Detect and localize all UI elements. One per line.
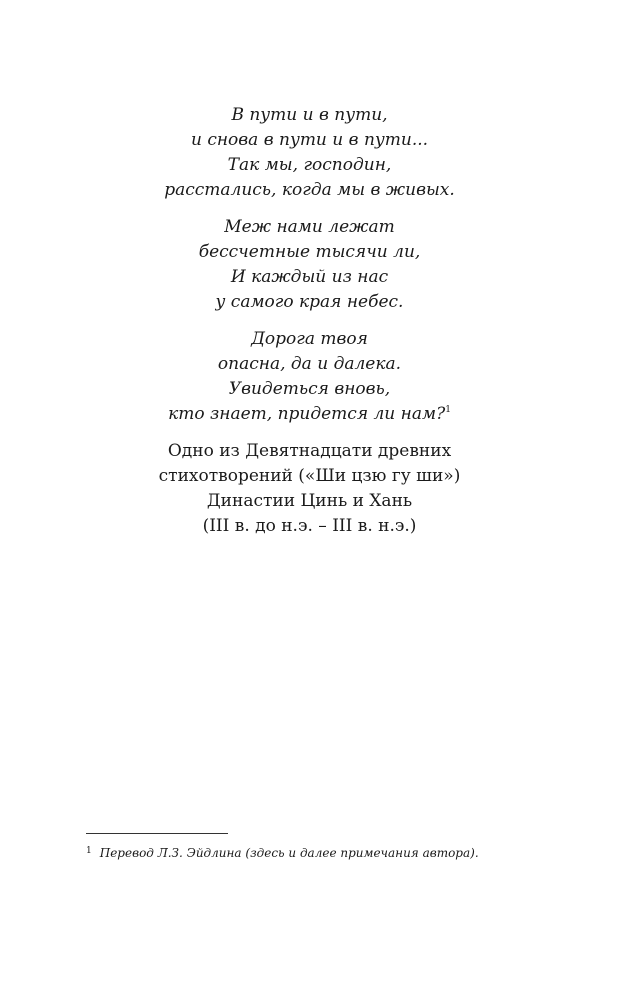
- poem-line: опасна, да и далека.: [217, 354, 402, 374]
- stanza-1: [0, 103, 619, 203]
- poem-line-last: [0, 402, 619, 427]
- poem-line: и снова в пути и в пути...: [190, 130, 429, 150]
- footnote-marker[interactable]: 1: [445, 405, 451, 415]
- attribution: [0, 439, 619, 539]
- poem-line: Дорога твоя: [251, 329, 368, 349]
- poem-line: расстались, когда мы в живых.: [164, 180, 455, 200]
- poem-line: Так мы, господин,: [227, 155, 392, 175]
- poem-line-text: кто знает, придется ли нам?: [168, 404, 446, 424]
- attribution-line: Династии Цинь и Хань: [206, 491, 413, 511]
- footnote-divider: [86, 833, 228, 834]
- footnote-number: 1: [86, 846, 92, 856]
- attribution-line: (III в. до н.э. – III в. н.э.): [202, 516, 417, 536]
- footnote-text: Перевод Л.З. Эйдлина (здесь и далее примечания автора).: [99, 846, 479, 860]
- stanza-2: [0, 215, 619, 315]
- attribution-line: стихотворений («Ши цзю гу ши»): [158, 466, 461, 486]
- poem-line: Меж нами лежат: [224, 217, 395, 237]
- poem-line: у самого края небес.: [215, 292, 404, 312]
- poem: [0, 103, 619, 539]
- poem-line: Увидеться вновь,: [228, 379, 391, 399]
- stanza-3: [0, 327, 619, 427]
- poem-line: бессчетные тысячи ли,: [198, 242, 421, 262]
- attribution-line: Одно из Девятнадцати древних: [167, 441, 452, 461]
- poem-line: И каждый из нас: [230, 267, 389, 287]
- footnote: [86, 843, 546, 861]
- poem-line: В пути и в пути,: [231, 105, 388, 125]
